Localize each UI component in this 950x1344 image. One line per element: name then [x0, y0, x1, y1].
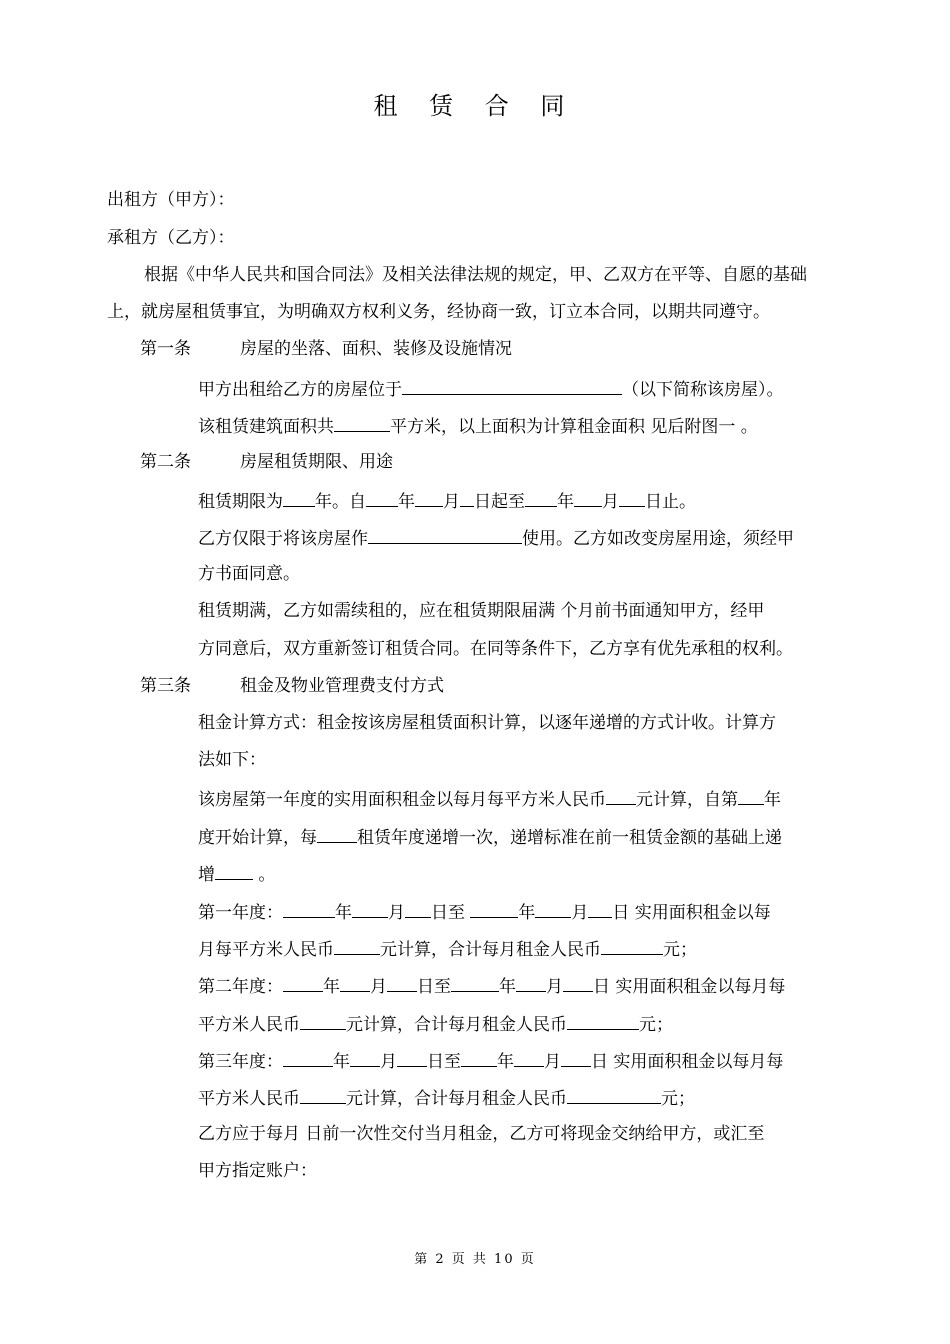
- y2-rate-blank[interactable]: [300, 1011, 346, 1030]
- end-day-blank[interactable]: [619, 488, 645, 507]
- usage-blank[interactable]: [368, 525, 522, 544]
- location-blank[interactable]: [402, 376, 622, 395]
- y1-monthly-rent-blank[interactable]: [601, 936, 663, 955]
- y1-rate-blank[interactable]: [334, 936, 380, 955]
- rent-calc-line-1: 租金计算方式：租金按该房屋租赁面积计算，以逐年递增的方式计收。计算方: [198, 713, 776, 733]
- end-month-blank[interactable]: [574, 488, 602, 507]
- y1-end-year-blank[interactable]: [470, 899, 518, 918]
- y1-end-month-blank[interactable]: [535, 899, 571, 918]
- year-3-line-1: 第三年度： 年 月 日至 年 月 日 实用面积租金以每月每: [198, 1048, 783, 1073]
- increase-interval-blank[interactable]: [317, 824, 357, 843]
- first-year-rate-blank[interactable]: [606, 786, 636, 805]
- document-title: 租 赁 合 同: [373, 92, 577, 120]
- year-2-line-1: 第二年度： 年 月 日至 年 月 日 实用面积租金以每月每: [198, 973, 785, 998]
- start-month-blank[interactable]: [415, 488, 443, 507]
- article-1-title: 房屋的坐落、面积、装修及设施情况: [240, 339, 512, 359]
- y2-monthly-rent-blank[interactable]: [567, 1011, 639, 1030]
- y3-start-year-blank[interactable]: [283, 1048, 333, 1067]
- year-3-line-2: 平方米人民币 元计算，合计每月租金人民币 元；: [198, 1085, 695, 1110]
- increase-start-year-blank[interactable]: [738, 786, 764, 805]
- lessee-line: 承租方（乙方）：: [107, 228, 235, 248]
- lessor-line: 出租方（甲方）：: [107, 190, 235, 210]
- area-blank[interactable]: [334, 413, 390, 432]
- start-year-blank[interactable]: [366, 488, 398, 507]
- intro-line-1: 根据《中华人民共和国合同法》及相关法律法规的规定，甲、乙双方在平等、自愿的基础: [144, 265, 807, 285]
- renewal-line-1: 租赁期满，乙方如需续租的，应在租赁期限届满 个月前书面通知甲方，经甲: [198, 601, 765, 621]
- rent-calc-line-2: 法如下：: [198, 750, 266, 770]
- article-3-heading: [140, 675, 444, 697]
- article-1-heading: [140, 338, 512, 360]
- article-2-number: 第二条: [140, 452, 191, 472]
- article-3-number: 第三条: [140, 676, 191, 696]
- increase-rate-blank[interactable]: [215, 861, 253, 880]
- article-1-area: 该租赁建筑面积共 平方米，以上面积为计算租金面积 见后附图一 。: [198, 413, 758, 438]
- year-1-line-2: 月每平方米人民币 元计算，合计每月租金人民币 元；: [198, 936, 697, 961]
- article-2-heading: [140, 451, 393, 473]
- article-2-title: 房屋租赁期限、用途: [240, 452, 393, 472]
- rent-rate-line-2: 度开始计算，每 租赁年度递增一次，递增标准在前一租赁金额的基础上递: [198, 824, 782, 849]
- y1-start-year-blank[interactable]: [283, 899, 335, 918]
- renewal-line-2: 方同意后，双方重新签订租赁合同。在同等条件下，乙方享有优先承租的权利。: [198, 639, 793, 659]
- y2-start-day-blank[interactable]: [387, 973, 417, 992]
- y1-start-day-blank[interactable]: [405, 899, 431, 918]
- y2-end-year-blank[interactable]: [451, 973, 499, 992]
- term-years-blank[interactable]: [283, 488, 315, 507]
- page-number: 第 2 页 共 10 页: [414, 1252, 536, 1267]
- y3-monthly-rent-blank[interactable]: [567, 1085, 661, 1104]
- intro-line-2: 上，就房屋租赁事宜，为明确双方权利义务，经协商一致，订立本合同，以期共同遵守。: [107, 302, 770, 322]
- article-3-title: 租金及物业管理费支付方式: [240, 676, 444, 696]
- usage-line-2: 方书面同意。: [198, 564, 300, 584]
- y3-start-month-blank[interactable]: [350, 1048, 380, 1067]
- rent-rate-line-1: 该房屋第一年度的实用面积租金以每月每平方米人民币 元计算，自第 年: [198, 786, 781, 811]
- article-1-number: 第一条: [140, 339, 191, 359]
- y1-start-month-blank[interactable]: [352, 899, 388, 918]
- year-2-line-2: 平方米人民币 元计算，合计每月租金人民币 元；: [198, 1011, 673, 1036]
- y3-end-year-blank[interactable]: [461, 1048, 497, 1067]
- y1-end-day-blank[interactable]: [588, 899, 612, 918]
- year-1-line-1: 第一年度： 年 月 日至 年 月 日 实用面积租金以每: [198, 899, 771, 924]
- end-year-blank[interactable]: [525, 488, 557, 507]
- y2-start-month-blank[interactable]: [340, 973, 370, 992]
- lease-term-line: 租赁期限为 年。自 年 月 日起至 年 月 日止。: [198, 488, 696, 513]
- start-day-blank[interactable]: [460, 488, 474, 507]
- y3-end-month-blank[interactable]: [514, 1048, 544, 1067]
- y2-end-month-blank[interactable]: [516, 973, 546, 992]
- y2-end-day-blank[interactable]: [563, 973, 593, 992]
- y3-end-day-blank[interactable]: [561, 1048, 591, 1067]
- y3-start-day-blank[interactable]: [397, 1048, 427, 1067]
- y3-rate-blank[interactable]: [300, 1085, 346, 1104]
- payment-line-1: 乙方应于每月 日前一次性交付当月租金，乙方可将现金交纳给甲方，或汇至: [198, 1124, 765, 1144]
- usage-line: 乙方仅限于将该房屋作 使用。乙方如改变房屋用途，须经甲: [198, 525, 794, 550]
- y2-start-year-blank[interactable]: [283, 973, 323, 992]
- rent-rate-line-3: 增 。: [198, 861, 275, 886]
- article-1-location: 甲方出租给乙方的房屋位于 （以下简称该房屋）。: [198, 376, 784, 401]
- payment-line-2: 甲方指定账户：: [198, 1161, 317, 1181]
